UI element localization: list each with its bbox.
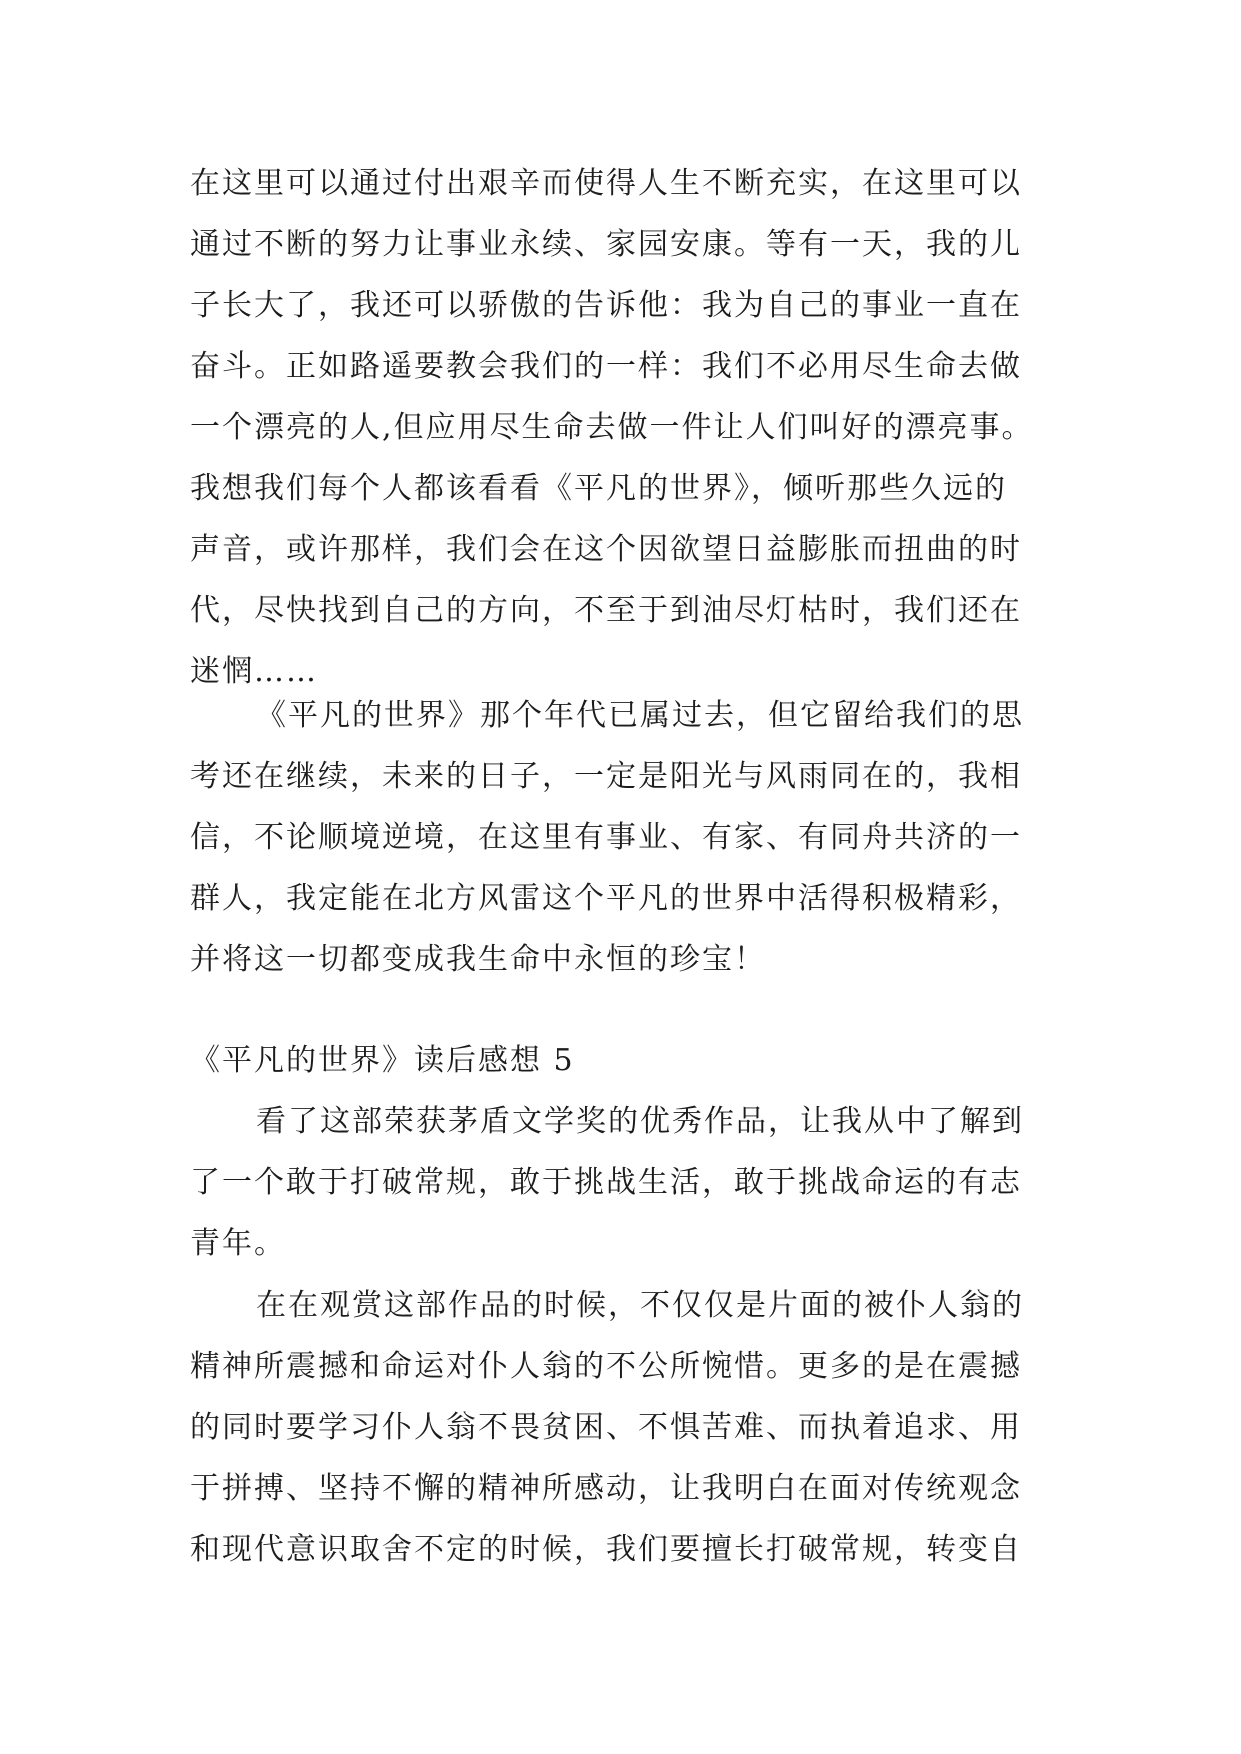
text-line: 代，尽快找到自己的方向，不至于到油尽灯枯时，我们还在 — [190, 593, 1022, 628]
text-line: 考还在继续，未来的日子，一定是阳光与风雨同在的，我相 — [190, 759, 1022, 794]
section-heading: 《平凡的世界》读后感想 5 — [190, 1043, 575, 1078]
text-line: 信，不论顺境逆境，在这里有事业、有家、有同舟共济的一 — [190, 820, 1022, 855]
text-line: 通过不断的努力让事业永续、家园安康。等有一天，我的儿 — [190, 227, 1022, 262]
text-line: 并将这一切都变成我生命中永恒的珍宝！ — [190, 942, 766, 977]
text-line: 在这里可以通过付出艰辛而使得人生不断充实，在这里可以 — [190, 166, 1022, 201]
text-line: 《平凡的世界》那个年代已属过去，但它留给我们的思 — [256, 698, 1024, 733]
text-line: 了一个敢于打破常规，敢于挑战生活，敢于挑战命运的有志 — [190, 1165, 1022, 1200]
paragraph-4 — [190, 1275, 1060, 1580]
paragraph-2 — [190, 685, 1060, 990]
text-line: 看了这部荣获茅盾文学奖的优秀作品，让我从中了解到 — [256, 1104, 1024, 1139]
text-line: 我想我们每个人都该看看《平凡的世界》，倾听那些久远的 — [190, 471, 1007, 506]
text-line: 精神所震撼和命运对仆人翁的不公所惋惜。更多的是在震撼 — [190, 1349, 1022, 1384]
text-line: 一个漂亮的人,但应用尽生命去做一件让人们叫好的漂亮事。 — [190, 410, 1034, 445]
text-line: 于拼搏、坚持不懈的精神所感动，让我明白在面对传统观念 — [190, 1471, 1022, 1506]
text-line: 奋斗。正如路遥要教会我们的一样：我们不必用尽生命去做 — [190, 349, 1022, 384]
text-line: 群人，我定能在北方风雷这个平凡的世界中活得积极精彩， — [190, 881, 1022, 916]
text-line: 在在观赏这部作品的时候，不仅仅是片面的被仆人翁的 — [256, 1288, 1024, 1323]
text-line: 子长大了，我还可以骄傲的告诉他：我为自己的事业一直在 — [190, 288, 1022, 323]
text-line: 声音，或许那样，我们会在这个因欲望日益膨胀而扭曲的时 — [190, 532, 1022, 567]
text-line: 迷惘…… — [190, 654, 318, 689]
text-line: 和现代意识取舍不定的时候，我们要擅长打破常规，转变自 — [190, 1532, 1022, 1567]
text-line: 的同时要学习仆人翁不畏贫困、不惧苦难、而执着追求、用 — [190, 1410, 1022, 1445]
paragraph-3 — [190, 1091, 1060, 1274]
text-line: 青年。 — [190, 1226, 286, 1261]
paragraph-1 — [190, 153, 1060, 702]
